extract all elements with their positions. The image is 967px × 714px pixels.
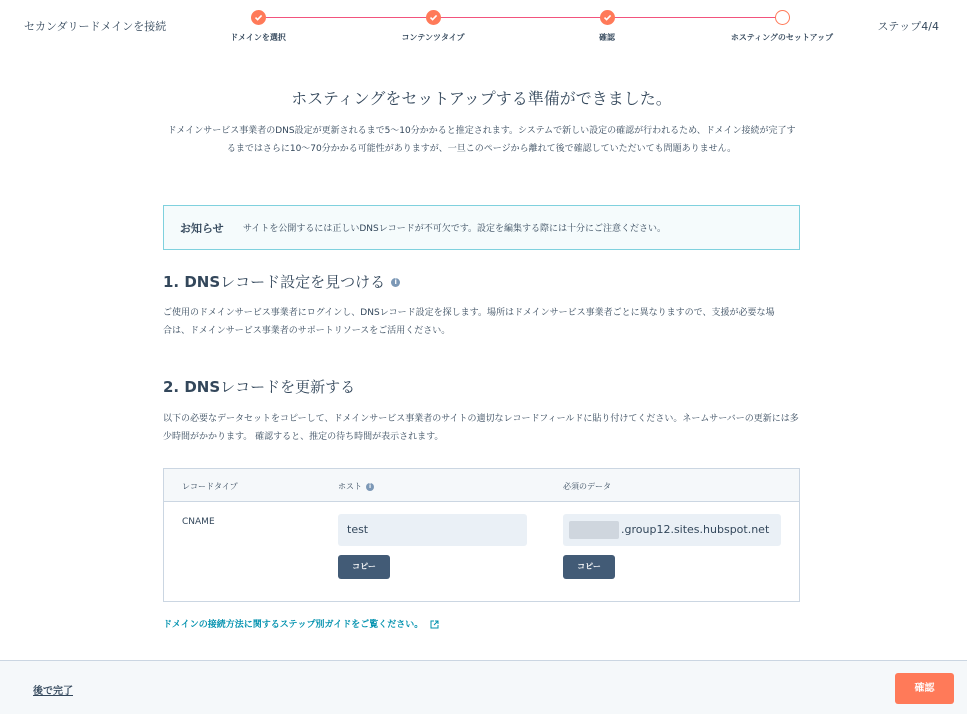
- dns-records-table: [163, 468, 800, 602]
- wizard-footer: [0, 660, 967, 714]
- host-value: test: [347, 523, 369, 536]
- redacted-subdomain: [569, 521, 619, 539]
- step-counter: ステップ4/4: [877, 20, 939, 33]
- step-1-check-icon: [251, 10, 266, 25]
- step-4-label: ホスティングのセットアップ: [730, 33, 834, 42]
- step-1-label: ドメインを選択: [230, 33, 286, 42]
- host-value-field[interactable]: [338, 514, 527, 546]
- header-required-data: 必須のデータ: [563, 482, 611, 491]
- step-2-check-icon: [426, 10, 441, 25]
- step-3-label: 確認: [599, 33, 615, 42]
- page-title: ホスティングをセットアップする準備ができました。: [291, 89, 672, 108]
- header-host: [338, 481, 374, 492]
- section-1-title: レコード設定を見つける: [220, 273, 386, 291]
- copy-host-button[interactable]: コピー: [338, 555, 390, 579]
- confirm-button[interactable]: 確認: [895, 673, 954, 704]
- step-3-check-icon: [600, 10, 615, 25]
- section-2-number: 2. DNS: [163, 378, 221, 396]
- data-value-field[interactable]: [563, 514, 781, 546]
- stepper-track: [266, 17, 776, 18]
- wizard-title: セカンダリードメインを接続: [24, 20, 167, 33]
- finish-later-link[interactable]: 後で完了: [33, 686, 73, 697]
- step-2-label: コンテンツタイプ: [401, 33, 465, 42]
- data-value: .group12.sites.hubspot.net: [621, 523, 770, 536]
- host-info-icon[interactable]: i: [366, 483, 374, 491]
- section-1-body: ご使用のドメインサービス事業者にログインし、DNSレコード設定を探します。場所はドメインサービス事業者ごとに異なりますので、支援が必要な場合は、ドメインサービス事業者のサポートリソースをご活用ください。: [163, 308, 775, 336]
- header-host-label: ホスト: [338, 482, 362, 491]
- copy-data-button[interactable]: コピー: [563, 555, 615, 579]
- section-2-body: 以下の必要なデータセットをコピーして、ドメインサービス事業者のサイトの適切なレコードフィールドに貼り付けてください。ネームサーバーの更新には多少時間がかかります。 確認すると、推定の待ち時間が表示されます。: [163, 414, 799, 442]
- external-link-icon: [430, 620, 439, 629]
- table-header: [164, 469, 799, 502]
- record-type-value: CNAME: [182, 517, 215, 527]
- section-1-number: 1. DNS: [163, 273, 221, 291]
- section-1-heading: [163, 271, 400, 292]
- section-2-title: レコードを更新する: [220, 378, 356, 396]
- info-icon[interactable]: i: [391, 278, 400, 287]
- guide-link-text: ドメインの接続方法に関するステップ別ガイドをご覧ください。: [163, 620, 424, 630]
- notice-banner: [163, 205, 800, 250]
- progress-stepper: [230, 10, 834, 50]
- guide-link[interactable]: [163, 617, 439, 630]
- section-2-heading: [163, 376, 355, 397]
- step-4-current-icon: [775, 10, 790, 25]
- notice-label: お知らせ: [180, 222, 224, 235]
- header-record-type: レコードタイプ: [182, 482, 238, 491]
- intro-text: ドメインサービス事業者のDNS設定が更新されるまで5〜10分かかると推定されます。システムで新しい設定の確認が行われるため、ドメイン接続が完了するまではさらに10〜70分かかる可能性がありますが、一旦このページから離れて後で確認していただいても問題ありません。: [167, 126, 796, 154]
- wizard-header: [0, 0, 967, 56]
- notice-text: サイトを公開するには正しいDNSレコードが不可欠です。設定を編集する際には十分にご注意ください。: [243, 224, 667, 234]
